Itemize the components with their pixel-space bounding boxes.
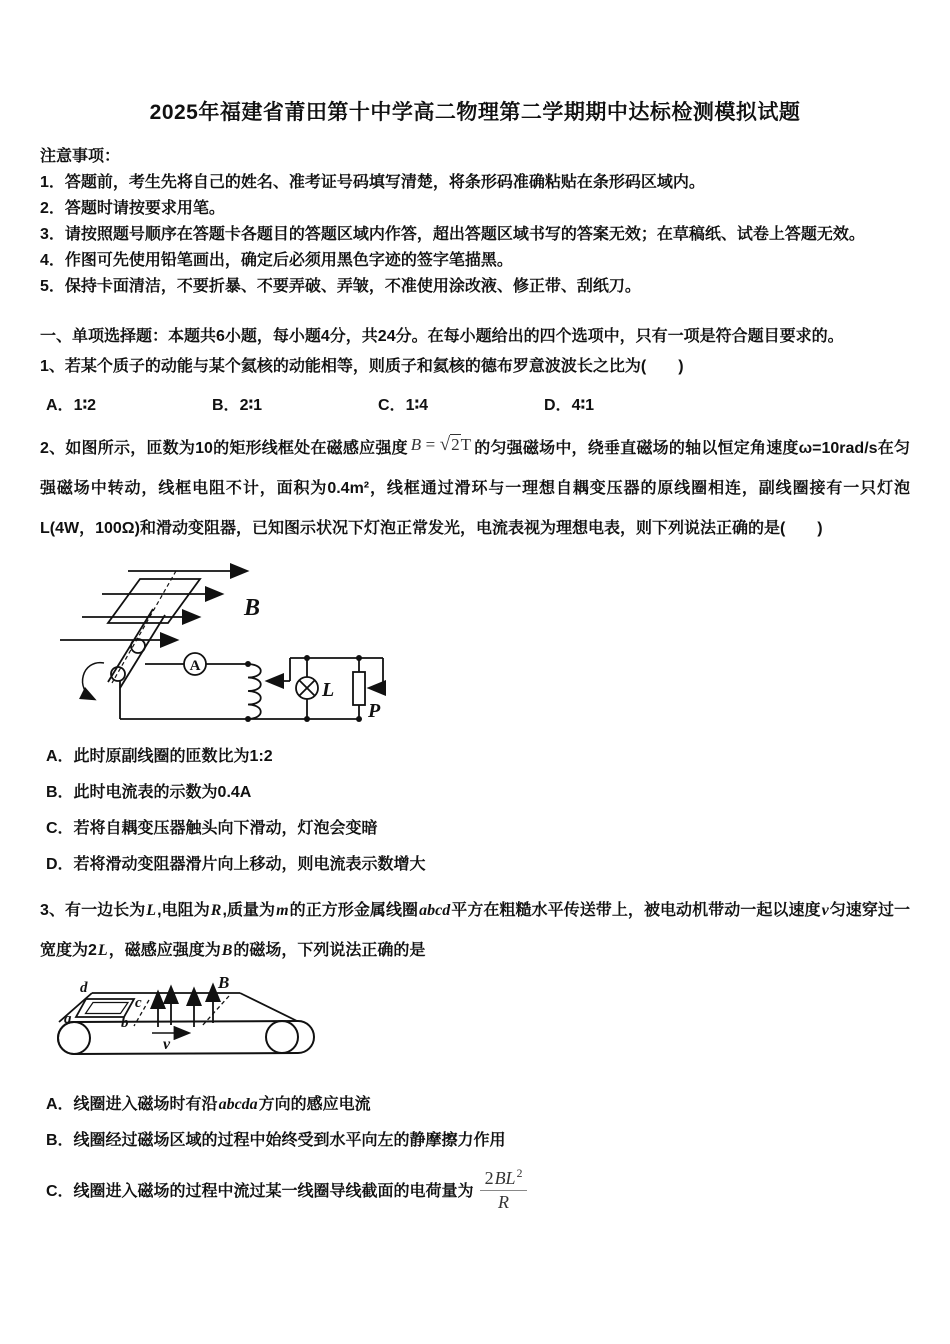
belt-loop — [58, 1021, 314, 1054]
field-label: B — [244, 595, 261, 621]
q2-stem — [40, 425, 910, 549]
section-heading: 一、单项选择题：本题共6小题，每小题4分，共24分。在每小题给出的四个选项中，只有一项是符合题目要求的。 — [40, 328, 844, 345]
velocity-label: v — [163, 1036, 171, 1053]
rheostat-label: P — [368, 700, 381, 722]
notice-item-4: 4．作图可先使用铅笔画出，确定后必须用黑色字迹的签字笔描黑。 — [40, 252, 513, 269]
notice-section — [40, 144, 910, 300]
q3-option-c-fraction — [480, 1167, 528, 1212]
transformer-tap-arrow — [268, 658, 290, 681]
q2-stem-after: 的匀强磁场中，绕垂直磁场的轴以恒定角速度ω=10rad/s在匀强磁场中转动，线框电阻不计，面积为0.4m²，线框通过滑环与一理想自耦变压器的原线圈相连，副线圈接有一只灯泡L(4W，100Ω)和滑动变阻器，已知图示状况下灯泡正常发光，电流表视为理想电表，则下列说法正确的是( ) — [40, 440, 910, 537]
junction-dots — [245, 655, 362, 722]
lamp-label: L — [322, 679, 335, 701]
fraction-denominator: R — [497, 1191, 509, 1212]
q3-stem: 3、有一边长为L,电阻为R,质量为m的正方形金属线圈abcd平方在粗糙水平传送带上，被电动机带动一起以速度v匀速穿过一宽度为2L，磁感应强度为B的磁场，下列说法正确的是 — [40, 902, 910, 959]
q3-option-c — [46, 1167, 910, 1212]
q2-stem-before: 2、如图所示，匝数为10的矩形线框处在磁感应强度 — [40, 440, 408, 457]
notice-item-3: 3．请按照题号顺序在答题卡各题目的答题区域内作答，超出答题区域书写的答案无效；在草稿纸、试卷上答题无效。 — [40, 226, 865, 243]
q2-option-b: B．此时电流表的示数为0.4A — [46, 784, 252, 801]
lamp-symbol — [296, 658, 318, 719]
autotransformer-coil — [248, 664, 261, 719]
coil-corner-a-label: a — [64, 1011, 72, 1027]
q1-option-c: C．1∶4 — [378, 397, 429, 414]
notice-item-2: 2．答题时请按要求用笔。 — [40, 200, 225, 217]
rotation-arrow — [83, 663, 104, 699]
q1-option-a: A．1∶2 — [46, 397, 97, 414]
ammeter-label: A — [189, 658, 201, 674]
q3-options — [40, 1095, 910, 1212]
conveyor-figure — [50, 975, 370, 1085]
coil-corner-b-label: b — [121, 1015, 129, 1031]
notice-item-5: 5．保持卡面清洁，不要折暴、不要弄破、弄皱，不准使用涂改液、修正带、刮纸刀。 — [40, 278, 641, 295]
rotation-axis-dashed — [112, 571, 176, 683]
q1-stem: 1、若某个质子的动能与某个氦核的动能相等，则质子和氦核的德布罗意波波长之比为( ) — [40, 358, 684, 375]
q2-option-d: D．若将滑动变阻器滑片向上移动，则电流表示数增大 — [46, 856, 426, 873]
fraction-numerator: $2BL^2$ — [480, 1167, 528, 1191]
coil-corner-c-label: c — [135, 995, 142, 1011]
q1-options-row — [46, 392, 910, 415]
notice-heading: 注意事项： — [40, 148, 121, 165]
field-label: B — [218, 975, 230, 992]
q2-option-a: A．此时原副线圈的匝数比为1:2 — [46, 748, 273, 765]
coil-corner-d-label: d — [80, 980, 88, 996]
q1-option-d: D．4∶1 — [544, 397, 595, 414]
q2-option-c: C．若将自耦变压器触头向下滑动，灯泡会变暗 — [46, 820, 378, 837]
right-roller — [266, 1021, 298, 1053]
notice-item-1: 1．答题前，考生先将自己的姓名、准考证号码填写清楚，将条形码准确粘贴在条形码区域内。 — [40, 174, 705, 191]
q1-option-b: B．2∶1 — [212, 397, 263, 414]
q2-formula-b-field: B = √2T — [410, 434, 472, 455]
magnetic-field-arrows — [60, 571, 246, 640]
q2-options — [40, 747, 910, 875]
page-title: 2025年福建省莆田第十中学高二物理第二学期期中达标检测模拟试题 — [149, 101, 801, 124]
circuit-figure — [60, 551, 480, 739]
q3-option-a: A．线圈进入磁场时有沿abcda方向的感应电流 — [46, 1096, 371, 1113]
q3-option-c-text: C．线圈进入磁场的过程中流过某一线圈导线截面的电荷量为 — [46, 1183, 474, 1201]
q3-option-b: B．线圈经过磁场区域的过程中始终受到水平向左的静摩擦力作用 — [46, 1132, 506, 1149]
